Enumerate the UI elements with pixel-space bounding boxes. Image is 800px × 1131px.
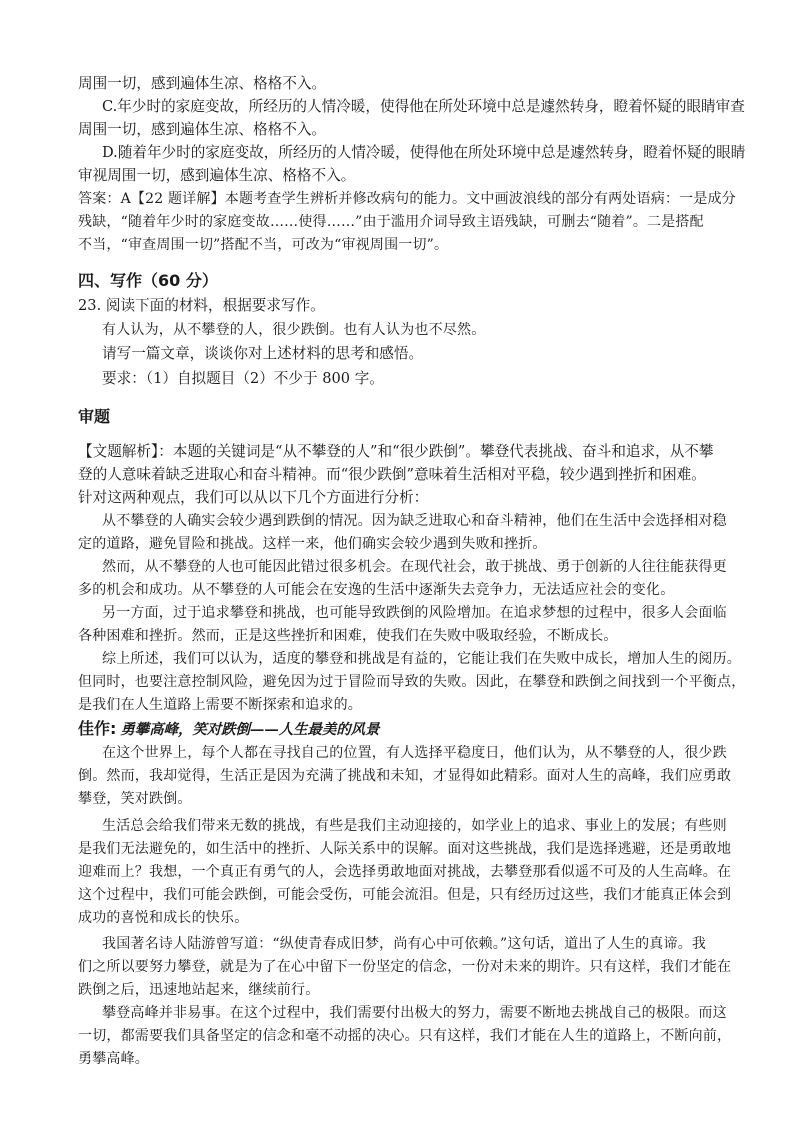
analysis-line3: 针对这两种观点，我们可以从以下几个方面进行分析： [78,489,429,506]
essay-title: 勇攀高峰，笑对跌倒——人生最美的风景 [120,721,380,738]
analysis-line2: 登的人意味着缺乏进取心和奋斗精神。而“很少跌倒”意味着生活相对平稳，较少遇到挫折和困难。 [78,466,706,483]
essay-p4-line1: 攀登高峰并非易事。在这个过程中，我们需要付出极大的努力，需要不断地去挑战自己的极限。而这 [102,1005,727,1021]
option-d-line1: D.随着年少时的家庭变故，所经历的人情冷暖，使得他在所处环境中总是遽然转身，瞪着怀疑的眼睛 [102,144,746,161]
writing-requirement: 要求：（1）自拟题目（2）不少于 800 字。 [102,370,384,387]
essay-title-row [78,719,379,740]
section-heading-shenti: 审题 [78,407,111,426]
analysis-p3-line1: 另一方面，过于追求攀登和挑战，也可能导致跌倒的风险增加。在追求梦想的过程中，很多人会面临 [102,605,727,621]
analysis-p2-line1: 然而，从不攀登的人也可能因此错过很多机会。在现代社会，敢于挑战、勇于创新的人往往能获得更 [102,559,727,575]
essay-p1-line2: 倒。然而，我却觉得，生活正是因为充满了挑战和未知，才显得如此精彩。面对人生的高峰，我们应勇敢 [78,768,732,784]
analysis-p4-line1: 综上所述，我们可以认为，适度的攀登和挑战是有益的，它能让我们在失败中成长，增加人生的阅历。 [102,651,741,667]
essay-p2-line4: 这个过程中，我们可能会跌倒，可能会受伤，可能会流泪。但是，只有经历过这些，我们才能真正体会到 [78,887,732,903]
analysis-line1: 【文题解析】：本题的关键词是“从不攀登的人”和“很少跌倒”。攀登代表挑战、奋斗和追求，从不攀 [78,443,714,460]
writing-material: 有人认为，从不攀登的人，很少跌倒。也有人认为也不尽然。 [102,322,486,338]
essay-p3-line2: 们之所以要努力攀登，就是为了在心中留下一份坚定的信念，一份对未来的期许。只有这样，我们才能在 [78,959,732,975]
essay-p1-line3: 攀登，笑对跌倒。 [78,791,192,807]
essay-label: 佳作: [78,719,117,738]
option-b-tail: 周围一切，感到遍体生凉、格格不入。 [78,75,327,92]
essay-p4-line2: 一切，都需要我们具备坚定的信念和毫不动摇的决心。只有这样，我们才能在人生的道路上，不断向前， [78,1028,732,1044]
essay-p2-line2: 是我们无法避免的，如生活中的挫折、人际关系中的误解。面对这些挑战，我们是选择逃避，还是勇敢地 [78,841,732,857]
answer-line2: 残缺，“随着年少时的家庭变故……使得……”由于滥用介词导致主语残缺，可删去“随着”。二是搭配 [78,214,704,230]
section-heading-writing: 四、写作（60 分） [78,271,218,290]
essay-p2-line3: 迎难而上？我想，一个真正有勇气的人，会选择勇敢地面对挑战，去攀登那看似遥不可及的人生高峰。在 [78,864,732,880]
analysis-p4-line2: 但同时，也要注意控制风险，避免因为过于冒险而导致的失败。因此，在攀登和跌倒之间找到一个平衡点， [78,674,746,690]
analysis-p4-line3: 是我们在人生道路上需要不断探索和追求的。 [78,697,362,713]
essay-p3-line1: 我国著名诗人陆游曾写道：“纵使青春成旧梦，尚有心中可依赖。”这句话，道出了人生的真谛。我 [102,936,707,952]
essay-p4-line3: 勇攀高峰。 [78,1051,149,1067]
answer-line1: 答案：A【22 题详解】本题考查学生辨析并修改病句的能力。文中画波浪线的部分有两处语病：一是成分 [78,191,736,207]
option-c-line2: 周围一切，感到遍体生凉、格格不入。 [78,121,327,138]
writing-prompt: 请写一篇文章，谈谈你对上述材料的思考和感悟。 [102,345,424,362]
answer-line3: 不当，“审查周围一切”搭配不当，可改为“审视周围一切”。 [78,237,449,253]
analysis-p1-line1: 从不攀登的人确实会较少遇到跌倒的情况。因为缺乏进取心和奋斗精神，他们在生活中会选择相对稳 [102,513,727,529]
analysis-p3-line2: 各种困难和挫折。然而，正是这些挫折和困难，使我们在失败中吸取经验，不断成长。 [78,628,618,644]
essay-p1-line1: 在这个世界上，每个人都在寻找自己的位置，有人选择平稳度日，他们认为，从不攀登的人，很少跌 [102,745,727,761]
option-c-line1: C.年少时的家庭变故，所经历的人情冷暖，使得他在所处环境中总是遽然转身，瞪着怀疑的眼睛审查 [102,98,745,115]
essay-p3-line3: 跌倒之后，迅速地站起来，继续前行。 [78,982,320,998]
option-d-line2: 审视周围一切，感到遍体生凉、格格不入。 [78,167,356,184]
essay-p2-line5: 成功的喜悦和成长的快乐。 [78,910,249,926]
analysis-p2-line2: 多的机会和成功。从不攀登的人可能会在安逸的生活中逐渐失去竞争力，无法适应社会的变化。 [78,582,675,598]
analysis-p1-line2: 定的道路，避免冒险和挑战。这样一来，他们确实会较少遇到失败和挫折。 [78,536,547,552]
essay-p2-line1: 生活总会给我们带来无数的挑战，有些是我们主动迎接的，如学业上的追求、事业上的发展；有些则 [102,818,727,834]
question-23: 23. 阅读下面的材料，根据要求写作。 [78,297,325,314]
